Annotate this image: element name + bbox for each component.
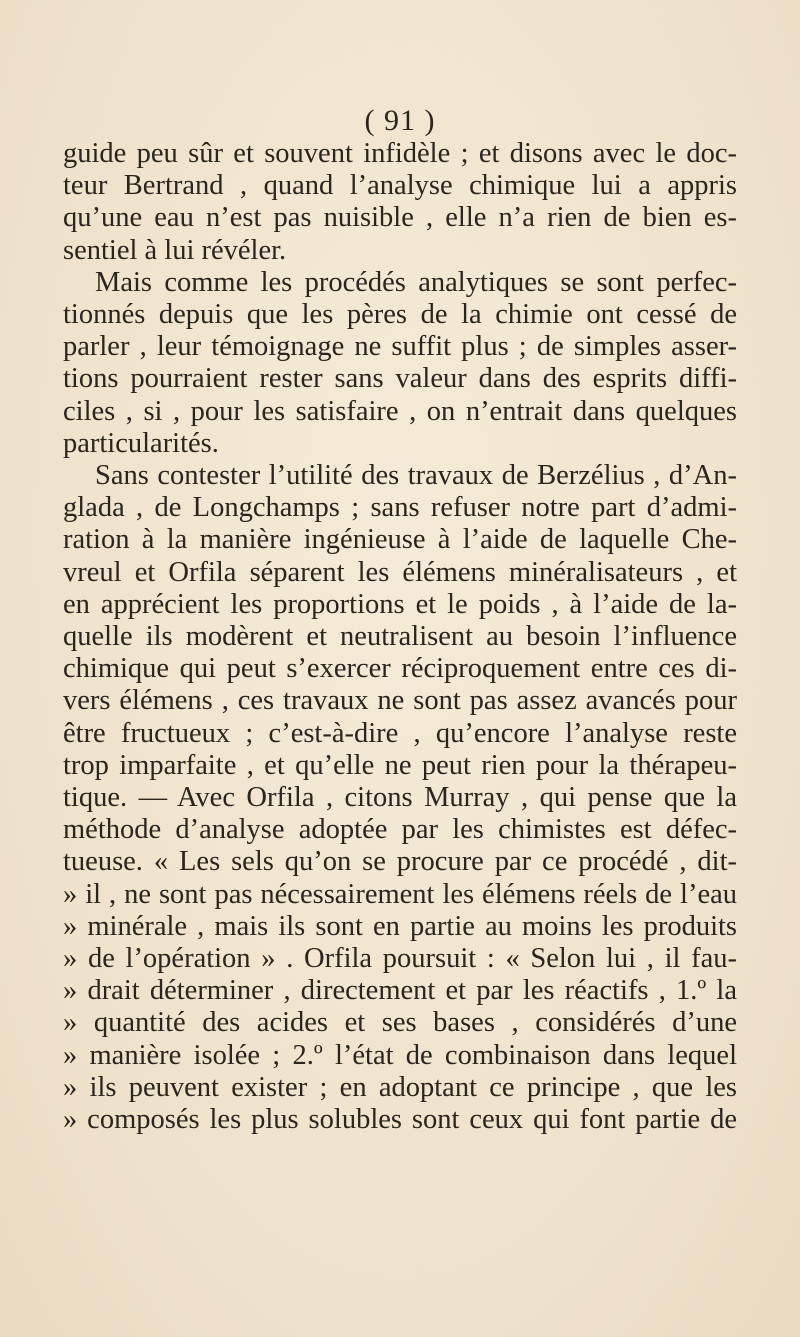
text-line: » il , ne sont pas nécessairement les élémens réels de l’eau: [63, 878, 737, 910]
text-line: » ils peuvent exister ; en adoptant ce principe , que les: [63, 1071, 737, 1103]
text-line: Mais comme les procédés analytiques se sont perfec-: [95, 266, 737, 298]
text-line: glada , de Longchamps ; sans refuser notre part d’admi-: [63, 492, 737, 524]
text-line: ration à la manière ingénieuse à l’aide de laquelle Che-: [63, 524, 737, 556]
text-line: qu’une eau n’est pas nuisible , elle n’a rien de bien es-: [63, 202, 737, 234]
body-text: [63, 138, 737, 1136]
text-line: tionnés depuis que les pères de la chimie ont cessé de: [63, 299, 737, 331]
text-line: en apprécient les proportions et le poids , à l’aide de la-: [63, 588, 737, 620]
text-line: tueuse. « Les sels qu’on se procure par ce procédé , dit-: [63, 846, 737, 878]
text-line: » minérale , mais ils sont en partie au moins les produits: [63, 910, 737, 942]
text-line: » de l’opération » . Orfila poursuit : « Selon lui , il fau-: [63, 943, 737, 975]
text-line: particularités.: [63, 427, 219, 459]
text-line: vreul et Orfila séparent les élémens minéralisateurs , et: [63, 556, 737, 588]
text-line: » composés les plus solubles sont ceux qui font partie de: [63, 1104, 737, 1136]
text-line: » manière isolée ; 2.º l’état de combinaison dans lequel: [63, 1039, 737, 1071]
text-line: quelle ils modèrent et neutralisent au besoin l’influence: [63, 621, 737, 653]
text-line: vers élémens , ces travaux ne sont pas assez avancés pour: [63, 685, 737, 717]
text-line: Sans contester l’utilité des travaux de Berzélius , d’An-: [95, 460, 737, 492]
text-line: » drait déterminer , directement et par les réactifs , 1.º la: [63, 975, 737, 1007]
text-line: parler , leur témoignage ne suffit plus ; de simples asser-: [63, 331, 737, 363]
page-number: ( 91 ): [364, 104, 436, 137]
text-line: trop imparfaite , et qu’elle ne peut rien pour la thérapeu-: [63, 749, 737, 781]
text-line: guide peu sûr et souvent infidèle ; et disons avec le doc-: [63, 138, 737, 169]
text-line: méthode d’analyse adoptée par les chimistes est défec-: [63, 814, 737, 846]
text-line: » quantité des acides et ses bases , considérés d’une: [63, 1007, 737, 1039]
text-line: teur Bertrand , quand l’analyse chimique lui a appris: [63, 170, 737, 202]
text-line: tions pourraient rester sans valeur dans des esprits diffi-: [63, 363, 737, 395]
text-line: ciles , si , pour les satisfaire , on n’entrait dans quelques: [63, 395, 737, 427]
text-line: tique. — Avec Orfila , citons Murray , qui pense que la: [63, 782, 737, 814]
text-line: sentiel à lui révéler.: [63, 234, 287, 266]
text-line: être fructueux ; c’est-à-dire , qu’encore l’analyse reste: [63, 717, 737, 749]
text-line: chimique qui peut s’exercer réciproquement entre ces di-: [63, 653, 737, 685]
